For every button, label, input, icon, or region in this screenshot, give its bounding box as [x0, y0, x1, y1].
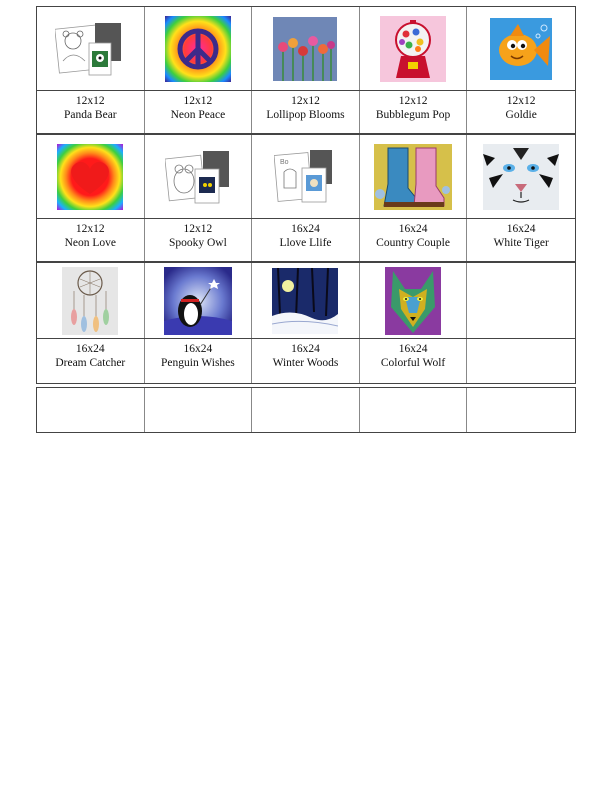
catalog-cell-spooky-owl — [145, 135, 253, 218]
catalog-caption-country-couple — [360, 219, 468, 261]
item-name: Neon Love — [64, 237, 116, 249]
catalog-cell-neon-peace — [145, 7, 253, 90]
colorful-wolf-image — [385, 267, 441, 335]
item-name: Winter Woods — [272, 357, 339, 369]
painting-catalog-grid — [36, 6, 576, 433]
caption-row-2 — [36, 218, 576, 262]
goldie-image — [490, 18, 552, 80]
catalog-cell-lollipop-blooms — [252, 7, 360, 90]
catalog-caption-spooky-owl — [145, 219, 253, 261]
empty-cell — [252, 388, 360, 432]
item-name: Goldie — [505, 109, 537, 121]
item-size: 16x24 — [506, 223, 536, 235]
catalog-cell-country-couple — [360, 135, 468, 218]
white-tiger-image — [483, 144, 559, 210]
empty-cell — [467, 388, 575, 432]
catalog-caption-lollipop-blooms — [252, 91, 360, 133]
item-size: 12x12 — [183, 95, 213, 107]
catalog-caption-bubblegum-pop — [360, 91, 468, 133]
catalog-caption-panda-bear — [37, 91, 145, 133]
item-name: Panda Bear — [63, 109, 117, 121]
item-size: 16x24 — [183, 343, 213, 355]
catalog-caption-dream-catcher — [37, 339, 145, 383]
penguin-wishes-image — [164, 267, 232, 335]
catalog-cell-empty — [467, 263, 575, 338]
catalog-cell-colorful-wolf — [360, 263, 468, 338]
catalog-caption-neon-peace — [145, 91, 253, 133]
item-size: 16x24 — [398, 223, 428, 235]
bubblegum-pop-image — [380, 16, 446, 82]
item-size: 12x12 — [75, 95, 105, 107]
neon-peace-image — [165, 16, 231, 82]
item-size: 12x12 — [183, 223, 213, 235]
item-name: Country Couple — [376, 237, 450, 249]
catalog-caption-llove-llife — [252, 219, 360, 261]
spooky-owl-image — [165, 149, 231, 205]
svg-text:Bo: Bo — [280, 158, 290, 166]
country-couple-image — [374, 144, 452, 210]
winter-woods-image — [272, 268, 338, 334]
catalog-cell-panda-bear — [37, 7, 145, 90]
item-size: 16x24 — [75, 343, 105, 355]
panda-bear-image — [55, 21, 125, 77]
image-row-2 — [36, 134, 576, 218]
catalog-caption-empty — [467, 339, 575, 383]
empty-cell — [145, 388, 253, 432]
empty-row — [36, 387, 576, 433]
item-name: White Tiger — [493, 237, 549, 249]
image-row-1 — [36, 6, 576, 90]
item-size: 12x12 — [75, 223, 105, 235]
catalog-cell-llove-llife — [252, 135, 360, 218]
item-name: Llove Llife — [279, 237, 332, 249]
catalog-caption-goldie — [467, 91, 575, 133]
catalog-caption-colorful-wolf — [360, 339, 468, 383]
item-name: Dream Catcher — [55, 357, 126, 369]
empty-cell — [37, 388, 145, 432]
item-size: 16x24 — [398, 343, 428, 355]
empty-cell — [360, 388, 468, 432]
item-size: 12x12 — [506, 95, 536, 107]
catalog-caption-winter-woods — [252, 339, 360, 383]
lollipop-blooms-image — [273, 17, 337, 81]
catalog-cell-bubblegum-pop — [360, 7, 468, 90]
catalog-cell-dream-catcher — [37, 263, 145, 338]
catalog-cell-white-tiger — [467, 135, 575, 218]
image-row-3 — [36, 262, 576, 338]
dream-catcher-image — [62, 267, 118, 335]
llove-llife-image — [274, 148, 336, 206]
item-size: 16x24 — [291, 223, 320, 235]
catalog-cell-penguin-wishes — [145, 263, 253, 338]
neon-love-image — [57, 144, 123, 210]
item-name: Bubblegum Pop — [375, 109, 451, 121]
catalog-cell-neon-love — [37, 135, 145, 218]
item-name: Spooky Owl — [168, 237, 227, 249]
item-name: Lollipop Blooms — [266, 109, 345, 121]
catalog-cell-goldie — [467, 7, 575, 90]
item-name: Neon Peace — [170, 109, 226, 121]
caption-row-1 — [36, 90, 576, 134]
catalog-caption-neon-love — [37, 219, 145, 261]
catalog-caption-penguin-wishes — [145, 339, 253, 383]
caption-row-3 — [36, 338, 576, 384]
catalog-cell-winter-woods — [252, 263, 360, 338]
item-size: 12x12 — [398, 95, 428, 107]
catalog-caption-white-tiger — [467, 219, 575, 261]
item-name: Penguin Wishes — [161, 357, 235, 369]
item-size: 16x24 — [291, 343, 320, 355]
item-size: 12x12 — [291, 95, 320, 107]
item-name: Colorful Wolf — [380, 357, 446, 369]
